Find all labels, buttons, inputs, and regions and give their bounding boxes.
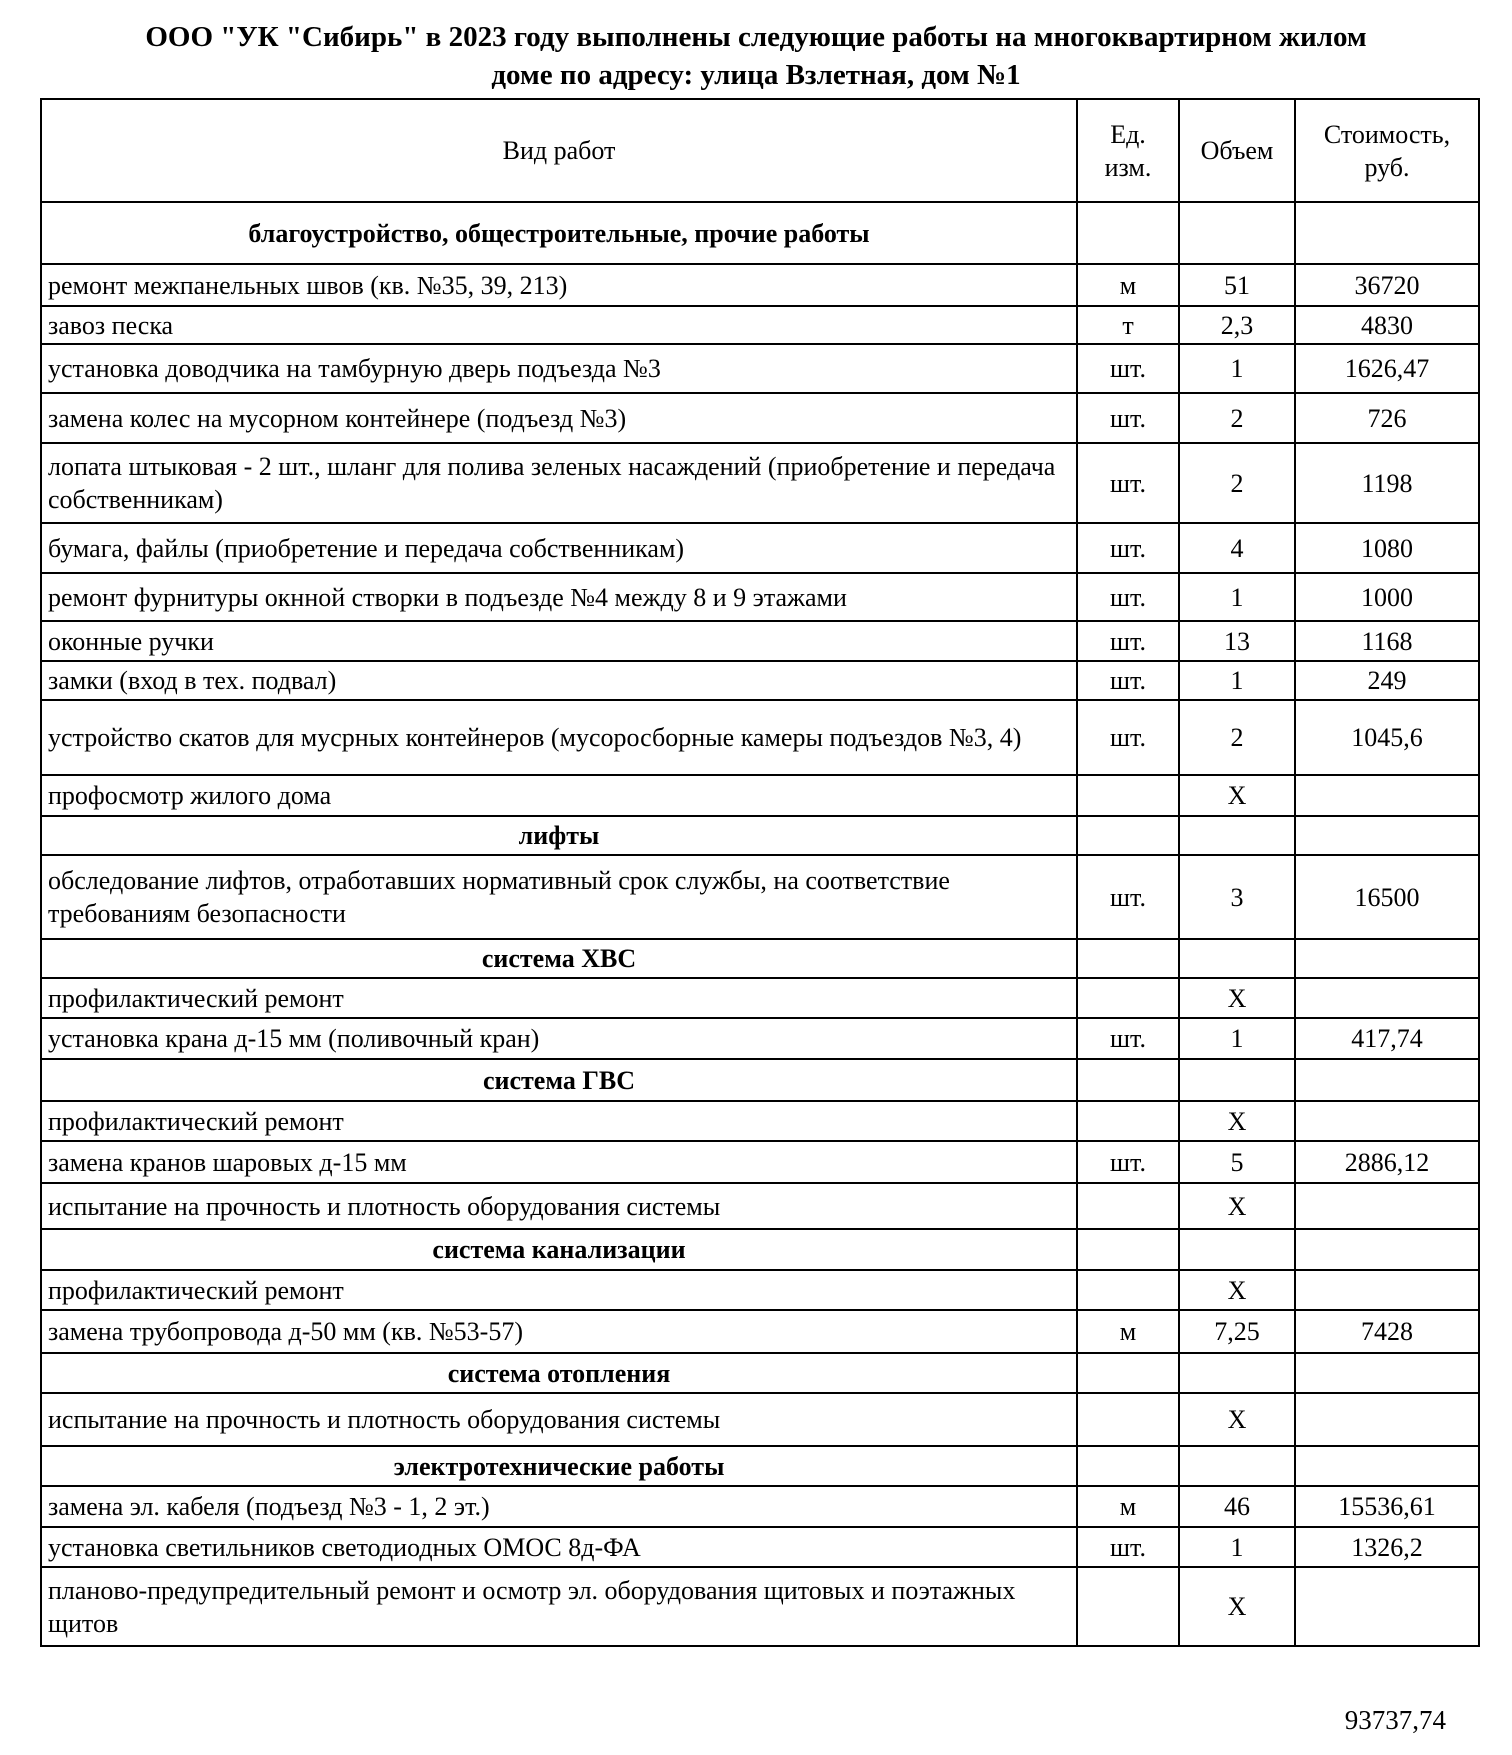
empty-cell [1179,1059,1295,1101]
unit-cell: шт. [1077,443,1179,523]
volume-cell: X [1179,775,1295,816]
cost-cell [1295,1393,1479,1446]
unit-cell: шт. [1077,1527,1179,1567]
cost-cell: 4830 [1295,306,1479,344]
work-name: устройство скатов для мусрных контейнеров (мусоросборные камеры подъездов №3, 4) [41,700,1077,775]
unit-cell [1077,1567,1179,1646]
cost-cell [1295,1101,1479,1141]
table-row [41,573,1479,621]
cost-cell: 1198 [1295,443,1479,523]
table-row [41,523,1479,573]
empty-cell [1179,816,1295,855]
section-title: система отопления [41,1353,1077,1393]
table-row [41,1310,1479,1353]
empty-cell [1295,1446,1479,1486]
table-row [41,306,1479,344]
volume-cell: 1 [1179,1018,1295,1059]
volume-cell: 13 [1179,621,1295,661]
unit-cell [1077,775,1179,816]
work-name: испытание на прочность и плотность оборудования системы [41,1183,1077,1229]
empty-cell [1295,1229,1479,1270]
grand-total: 93737,74 [1344,1705,1446,1735]
table-row [41,1527,1479,1567]
work-name: профилактический ремонт [41,978,1077,1018]
section-row [41,202,1479,264]
unit-cell [1077,1393,1179,1446]
work-name: завоз песка [41,306,1077,344]
empty-cell [1179,1353,1295,1393]
table-body [41,202,1479,1646]
cost-cell: 2886,12 [1295,1141,1479,1183]
table-row [41,621,1479,661]
volume-cell: X [1179,1393,1295,1446]
unit-cell: шт. [1077,573,1179,621]
table-row [41,775,1479,816]
volume-cell: X [1179,978,1295,1018]
empty-cell [1179,202,1295,264]
section-row [41,939,1479,978]
empty-cell [1077,1059,1179,1101]
cost-cell [1295,1270,1479,1310]
empty-cell [1077,202,1179,264]
volume-cell: 1 [1179,1527,1295,1567]
empty-cell [1179,939,1295,978]
section-title: лифты [41,816,1077,855]
section-title: система ХВС [41,939,1077,978]
unit-cell: шт. [1077,523,1179,573]
table-row [41,855,1479,939]
empty-cell [1077,1229,1179,1270]
work-name: профосмотр жилого дома [41,775,1077,816]
volume-cell: 2 [1179,700,1295,775]
header-unit-line1: Ед. [1110,119,1146,149]
volume-cell: 7,25 [1179,1310,1295,1353]
work-name: ремонт межпанельных швов (кв. №35, 39, 213) [41,264,1077,306]
work-name: установка доводчика на тамбурную дверь подъезда №3 [41,344,1077,393]
work-name: испытание на прочность и плотность оборудования системы [41,1393,1077,1446]
table-row [41,1101,1479,1141]
unit-cell [1077,1101,1179,1141]
cost-cell [1295,978,1479,1018]
work-name: профилактический ремонт [41,1270,1077,1310]
volume-cell: X [1179,1567,1295,1646]
volume-cell: 2 [1179,443,1295,523]
section-title: электротехнические работы [41,1446,1077,1486]
empty-cell [1295,202,1479,264]
table-row [41,1270,1479,1310]
section-title: система ГВС [41,1059,1077,1101]
table-row [41,1018,1479,1059]
table-row [41,264,1479,306]
section-row [41,816,1479,855]
unit-cell: шт. [1077,344,1179,393]
volume-cell: 2 [1179,393,1295,443]
table-row [41,661,1479,700]
work-name: замена кранов шаровых д-15 мм [41,1141,1077,1183]
cost-cell [1295,775,1479,816]
volume-cell: X [1179,1101,1295,1141]
cost-cell: 1626,47 [1295,344,1479,393]
empty-cell [1295,1059,1479,1101]
section-row [41,1059,1479,1101]
table-row [41,1486,1479,1527]
cost-cell [1295,1567,1479,1646]
empty-cell [1077,939,1179,978]
empty-cell [1179,1446,1295,1486]
empty-cell [1295,1353,1479,1393]
work-name: бумага, файлы (приобретение и передача собственникам) [41,523,1077,573]
title-line-1: ООО "УК "Сибирь" в 2023 году выполнены следующие работы на многоквартирном жилом [145,21,1367,53]
unit-cell: шт. [1077,1141,1179,1183]
section-title: система канализации [41,1229,1077,1270]
unit-cell: м [1077,1310,1179,1353]
table-row [41,1183,1479,1229]
unit-cell [1077,1270,1179,1310]
header-work: Вид работ [41,99,1077,202]
section-row [41,1229,1479,1270]
unit-cell: шт. [1077,700,1179,775]
unit-cell: м [1077,1486,1179,1527]
volume-cell: 3 [1179,855,1295,939]
cost-cell: 1000 [1295,573,1479,621]
volume-cell: X [1179,1270,1295,1310]
section-row [41,1446,1479,1486]
cost-cell: 1045,6 [1295,700,1479,775]
section-title: благоустройство, общестроительные, прочие работы [41,202,1077,264]
header-volume: Объем [1179,99,1295,202]
work-name: планово-предупредительный ремонт и осмотр эл. оборудования щитовых и поэтажных щитов [41,1567,1077,1646]
cost-cell: 249 [1295,661,1479,700]
header-unit [1077,99,1179,202]
cost-cell [1295,1183,1479,1229]
table-row [41,978,1479,1018]
volume-cell: 51 [1179,264,1295,306]
cost-cell: 15536,61 [1295,1486,1479,1527]
unit-cell: шт. [1077,855,1179,939]
volume-cell: 1 [1179,573,1295,621]
volume-cell: 2,3 [1179,306,1295,344]
table-row [41,1393,1479,1446]
header-cost-line1: Стоимость, [1323,119,1451,149]
table-row [41,344,1479,393]
empty-cell [1077,816,1179,855]
work-name: установка светильников светодиодных ОМОС 8д-ФА [41,1527,1077,1567]
work-name: замена колес на мусорном контейнере (подъезд №3) [41,393,1077,443]
unit-cell: м [1077,264,1179,306]
cost-cell: 7428 [1295,1310,1479,1353]
work-name: обследование лифтов, отработавших нормативный срок службы, на соответствие требованиям безопасности [41,855,1077,939]
table-row [41,443,1479,523]
cost-cell: 36720 [1295,264,1479,306]
empty-cell [1295,816,1479,855]
empty-cell [1295,939,1479,978]
work-name: лопата штыковая - 2 шт., шланг для полива зеленых насаждений (приобретение и передача собственникам) [41,443,1077,523]
cost-cell: 417,74 [1295,1018,1479,1059]
table-row [41,700,1479,775]
document-title [0,18,1512,94]
unit-cell [1077,978,1179,1018]
work-name: замена трубопровода д-50 мм (кв. №53-57) [41,1310,1077,1353]
empty-cell [1077,1353,1179,1393]
cost-cell: 1080 [1295,523,1479,573]
volume-cell: 5 [1179,1141,1295,1183]
section-row [41,1353,1479,1393]
cost-cell: 726 [1295,393,1479,443]
table-row [41,1567,1479,1646]
table-row [41,393,1479,443]
volume-cell: X [1179,1183,1295,1229]
work-name: замена эл. кабеля (подъезд №3 - 1, 2 эт.) [41,1486,1077,1527]
volume-cell: 1 [1179,661,1295,700]
header-row [41,99,1479,202]
header-cost [1295,99,1479,202]
work-name: замки (вход в тех. подвал) [41,661,1077,700]
work-name: профилактический ремонт [41,1101,1077,1141]
title-line-2: доме по адресу: улица Взлетная, дом №1 [491,59,1021,91]
unit-cell: шт. [1077,621,1179,661]
cost-cell: 1168 [1295,621,1479,661]
cost-cell: 1326,2 [1295,1527,1479,1567]
volume-cell: 46 [1179,1486,1295,1527]
work-name: оконные ручки [41,621,1077,661]
empty-cell [1077,1446,1179,1486]
unit-cell: шт. [1077,1018,1179,1059]
volume-cell: 4 [1179,523,1295,573]
volume-cell: 1 [1179,344,1295,393]
unit-cell: т [1077,306,1179,344]
cost-cell: 16500 [1295,855,1479,939]
unit-cell: шт. [1077,393,1179,443]
work-name: установка крана д-15 мм (поливочный кран) [41,1018,1077,1059]
header-unit-line2: изм. [1104,152,1152,182]
header-cost-line2: руб. [1364,152,1410,182]
unit-cell [1077,1183,1179,1229]
work-name: ремонт фурнитуры окнной створки в подъезде №4 между 8 и 9 этажами [41,573,1077,621]
works-table [40,98,1480,1647]
table-row [41,1141,1479,1183]
empty-cell [1179,1229,1295,1270]
unit-cell: шт. [1077,661,1179,700]
